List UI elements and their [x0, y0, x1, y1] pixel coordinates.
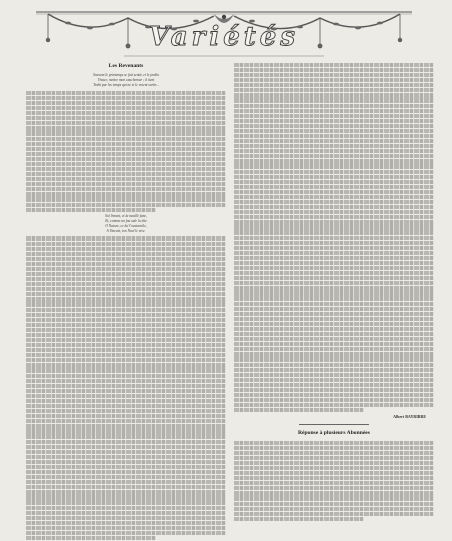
text-line	[26, 379, 226, 383]
body-text-block	[26, 91, 226, 212]
text-line	[26, 536, 156, 540]
text-line	[234, 170, 434, 174]
text-line	[26, 177, 226, 181]
text-line	[26, 490, 226, 494]
text-line	[234, 357, 434, 361]
text-line	[26, 187, 226, 191]
text-line	[234, 456, 434, 460]
text-line	[234, 220, 434, 224]
text-line	[26, 353, 226, 357]
text-line	[234, 93, 434, 97]
text-line	[26, 257, 226, 261]
text-line	[26, 399, 226, 403]
text-line	[234, 241, 434, 245]
text-line	[26, 511, 226, 515]
text-line	[26, 203, 226, 207]
text-line	[234, 104, 434, 108]
ornamental-header	[28, 8, 420, 60]
text-line	[234, 512, 434, 516]
text-line	[26, 162, 226, 166]
text-line	[26, 116, 226, 120]
text-line	[234, 451, 434, 455]
text-line	[26, 287, 226, 291]
text-line	[26, 374, 226, 378]
body-text-block	[26, 236, 226, 540]
text-line	[26, 272, 226, 276]
text-line	[26, 101, 226, 105]
verse-line: Sol livrant, et la neuille fane,	[105, 213, 147, 218]
epigraph-line: Souvent le printemps se fait sentir, et le jardin	[93, 73, 159, 78]
text-line	[234, 296, 434, 300]
text-line	[234, 139, 434, 143]
text-line	[234, 466, 434, 470]
text-line	[26, 302, 226, 306]
text-line	[26, 429, 226, 433]
body-text-block	[234, 63, 434, 413]
text-line	[234, 159, 434, 163]
epigraph-line: Vivace, mettre mon cauchemar ; il tient	[97, 78, 155, 82]
text-line	[26, 348, 226, 352]
text-line	[234, 134, 434, 138]
text-line	[234, 461, 434, 465]
text-line	[234, 481, 434, 485]
text-line	[26, 308, 226, 312]
verse-block	[26, 214, 226, 234]
right-column	[234, 62, 434, 522]
text-line	[234, 363, 434, 367]
text-line	[234, 441, 434, 445]
text-line	[26, 121, 226, 125]
text-line	[26, 455, 226, 459]
text-line	[26, 91, 226, 95]
text-line	[26, 358, 226, 362]
section-divider	[299, 424, 369, 425]
verse-line: O Nature, ce lui l'oustavoile,	[105, 223, 147, 228]
text-line	[234, 517, 364, 521]
text-line	[26, 434, 226, 438]
text-line	[26, 389, 226, 393]
text-line	[26, 424, 226, 428]
text-line	[26, 526, 226, 530]
text-line	[234, 83, 434, 87]
text-line	[234, 393, 434, 397]
text-line	[234, 476, 434, 480]
text-line	[26, 506, 226, 510]
text-line	[26, 236, 226, 240]
text-line	[234, 88, 434, 92]
text-line	[234, 471, 434, 475]
text-line	[234, 302, 434, 306]
text-line	[234, 373, 434, 377]
text-line	[26, 414, 226, 418]
text-line	[26, 328, 226, 332]
text-line	[26, 485, 226, 489]
text-line	[26, 208, 156, 212]
text-line	[234, 507, 434, 511]
text-line	[234, 78, 434, 82]
text-line	[234, 98, 434, 102]
text-line	[234, 124, 434, 128]
left-column	[26, 62, 226, 541]
text-line	[234, 225, 434, 229]
text-line	[234, 496, 434, 500]
text-line	[234, 175, 434, 179]
text-line	[26, 404, 226, 408]
text-line	[234, 256, 434, 260]
text-line	[26, 343, 226, 347]
text-line	[234, 446, 434, 450]
text-line	[234, 63, 434, 67]
text-line	[234, 286, 434, 290]
text-line	[26, 131, 226, 135]
text-line	[26, 242, 226, 246]
text-line	[234, 119, 434, 123]
text-line	[234, 502, 434, 506]
text-line	[26, 111, 226, 115]
text-line	[234, 68, 434, 72]
text-line	[234, 230, 434, 234]
verse-line: A Vincent, ton Noel le vive.	[106, 228, 146, 233]
text-line	[26, 282, 226, 286]
text-line	[26, 531, 226, 535]
text-line	[26, 313, 226, 317]
text-line	[234, 210, 434, 214]
text-line	[26, 247, 226, 251]
text-line	[234, 246, 434, 250]
text-line	[26, 172, 226, 176]
text-line	[26, 126, 226, 130]
text-line	[234, 149, 434, 153]
text-line	[234, 144, 434, 148]
text-line	[234, 312, 434, 316]
text-line	[234, 291, 434, 295]
text-line	[234, 398, 434, 402]
text-line	[26, 368, 226, 372]
text-line	[234, 185, 434, 189]
text-line	[26, 192, 226, 196]
text-line	[26, 297, 226, 301]
text-line	[26, 384, 226, 388]
text-line	[26, 167, 226, 171]
body-text-block	[234, 441, 434, 521]
text-line	[234, 236, 434, 240]
text-line	[26, 440, 226, 444]
text-line	[234, 368, 434, 372]
text-line	[26, 480, 226, 484]
text-line	[234, 307, 434, 311]
text-line	[234, 129, 434, 133]
text-line	[26, 137, 226, 141]
text-line	[26, 521, 226, 525]
text-line	[234, 190, 434, 194]
text-line	[26, 333, 226, 337]
text-line	[234, 180, 434, 184]
text-line	[234, 261, 434, 265]
text-line	[234, 281, 434, 285]
masthead-title: Variétés	[149, 22, 299, 52]
text-line	[26, 147, 226, 151]
author-signature: Albert BAYRIBRE	[393, 414, 426, 420]
text-line	[26, 409, 226, 413]
text-line	[26, 445, 226, 449]
text-line	[234, 276, 434, 280]
text-line	[234, 383, 434, 387]
text-line	[234, 347, 434, 351]
text-line	[26, 152, 226, 156]
text-line	[234, 378, 434, 382]
text-line	[234, 109, 434, 113]
text-line	[26, 96, 226, 100]
text-line	[26, 182, 226, 186]
text-line	[26, 142, 226, 146]
text-line	[26, 292, 226, 296]
text-line	[234, 195, 434, 199]
text-line	[234, 388, 434, 392]
text-line	[26, 318, 226, 322]
text-line	[234, 73, 434, 77]
text-line	[234, 491, 434, 495]
text-line	[234, 403, 434, 407]
text-line	[26, 252, 226, 256]
text-line	[26, 323, 226, 327]
text-line	[234, 215, 434, 219]
text-line	[234, 205, 434, 209]
text-line	[234, 332, 434, 336]
text-line	[26, 470, 226, 474]
text-line	[26, 419, 226, 423]
text-line	[234, 271, 434, 275]
text-line	[26, 338, 226, 342]
text-line	[234, 266, 434, 270]
text-line	[26, 465, 226, 469]
text-line	[26, 197, 226, 201]
text-line	[234, 317, 434, 321]
text-line	[234, 251, 434, 255]
text-line	[26, 262, 226, 266]
text-line	[26, 106, 226, 110]
text-line	[26, 516, 226, 520]
text-line	[26, 267, 226, 271]
verse-line: Et, comme un fou sale la tête	[105, 218, 147, 223]
text-line	[234, 337, 434, 341]
text-line	[234, 114, 434, 118]
text-line	[234, 164, 434, 168]
text-line	[234, 322, 434, 326]
text-line	[26, 277, 226, 281]
text-line	[26, 363, 226, 367]
section-title: Les Revenants	[108, 63, 144, 69]
text-line	[26, 500, 226, 504]
text-line	[26, 394, 226, 398]
text-line	[234, 154, 434, 158]
text-line	[234, 200, 434, 204]
text-line	[234, 342, 434, 346]
text-line	[234, 327, 434, 331]
text-line	[234, 486, 434, 490]
text-line	[234, 408, 364, 412]
text-line	[234, 352, 434, 356]
text-line	[26, 495, 226, 499]
text-line	[26, 475, 226, 479]
text-line	[26, 157, 226, 161]
text-line	[26, 460, 226, 464]
epigraph	[26, 73, 226, 88]
section-title: Réponse à plusieurs Abonnées	[298, 430, 370, 437]
epigraph-line: Trahi par les temps qui ne te le voient sortir...	[93, 82, 159, 87]
